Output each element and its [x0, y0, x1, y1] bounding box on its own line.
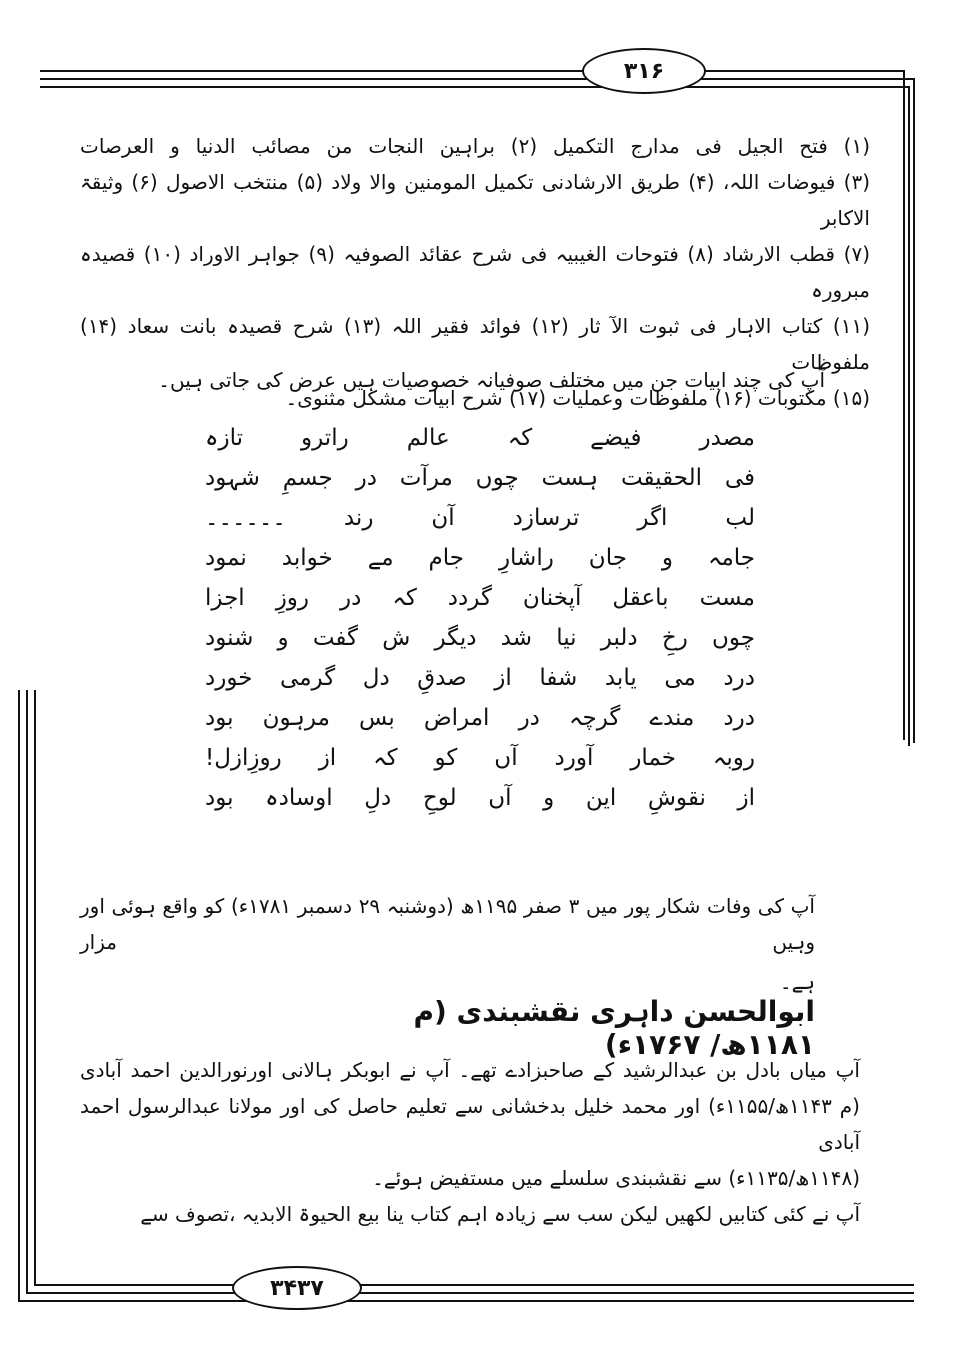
bio-paragraph [80, 1052, 860, 1232]
border-bottom-line-3 [18, 1300, 914, 1302]
verse-line: روبہ خمار آورد آں کو کہ از روزِازل! [205, 745, 755, 771]
verse-line: از نقوشِ این و آں لوحِ دلِ اوسادہ بود [205, 785, 755, 811]
verse-line: درد مندے گرچہ در امراض بس مرہون بود [205, 705, 755, 731]
death-paragraph [80, 888, 815, 1000]
border-right-line-3 [908, 86, 910, 746]
border-top-line-2 [40, 78, 915, 80]
border-bottom-line-2 [26, 1292, 914, 1294]
border-bottom-line-1 [34, 1284, 914, 1286]
book-list-line: (۳) فیوضات اللہ، (۴) طریق الارشادنی تکمیل المومنین والا ولاد (۵) منتخب الاصول (۶) وثیقۃ الاکابر [80, 170, 870, 230]
book-list-line: (۱۵) مکتوبات (۱۶) ملفوظات وعملیات (۱۷) شرح ابیات مشکل مثنوی۔ [285, 386, 870, 410]
death-paragraph-end: ہے۔ [779, 970, 815, 994]
page-number-bottom: ۳۴۳۷ [232, 1266, 362, 1310]
bio-line: آپ میاں بادل بن عبدالرشید کے صاحبزادے تھے۔ آپ نے ابوبکر ہالانی اورنورالدین احمد آبادی [80, 1058, 860, 1082]
border-top-line-1 [40, 70, 905, 72]
section-heading: ابوالحسن داہری نقشبندی (م ۱۱۸۱ھ/ ۱۷۶۷ء) [413, 995, 815, 1061]
border-left-line-3 [34, 690, 36, 1284]
bio-line: (۱۱۴۸ھ/۱۱۳۵ء) سے نقشبندی سلسلے میں مستفیض ہوئے۔ [372, 1166, 860, 1190]
border-left-line-1 [18, 690, 20, 1300]
page-number-top: ۳۱۶ [582, 48, 706, 94]
border-right-line-2 [913, 78, 915, 743]
bio-line: آپ نے کئی کتابیں لکھیں لیکن سب سے زیادہ اہم کتاب ینا بیع الحیوۃ الابدیہ ،تصوف سے [140, 1202, 860, 1226]
border-right-line-1 [903, 70, 905, 740]
verse-line: فی الحقیقت ہست چوں مرآت در جسمِ شہود [205, 465, 755, 491]
border-top-line-3 [40, 86, 910, 88]
intro-text: آپ کی چند ابیات جن میں مختلف صوفیانہ خصوصیات ہیں عرض کی جاتی ہیں۔ [158, 368, 825, 392]
verse-line: چوں رخِ دلبر نیا شد دیگر ش گفت و شنود [205, 625, 755, 651]
book-list-line: (۱۱) کتاب الاہار فی ثبوت الآ ثار (۱۲) فوائد فقیر اللہ (۱۳) شرح قصیدہ بانت سعاد (۱۴) ملفوظات [80, 314, 870, 374]
verse-line: مست باعقل آپخنان گردد کہ در روزِ اجزا [205, 585, 755, 611]
book-list-line: (۷) قطب الارشاد (۸) فتوحات الغیبیہ فی شرح عقائد الصوفیہ (۹) جواہر الاوراد (۱۰) قصیدہ مبرورہ [80, 242, 870, 302]
verse-line: مصدر فیضے کہ عالم راترو تازہ [205, 425, 755, 451]
border-left-line-2 [26, 690, 28, 1292]
verse-block [205, 418, 755, 818]
bio-line: (م ۱۱۴۳ھ/۱۱۵۵ء) اور محمد خلیل بدخشانی سے تعلیم حاصل کی اور مولانا عبدالرسول احمد آبادی [80, 1094, 860, 1154]
verse-line: لب اگر ترسازد آن رند ۔۔۔۔۔۔ [205, 505, 755, 531]
verse-line: درد می یابد شفا از صدقِ دل گرمی خورد [205, 665, 755, 691]
book-list-line: (۱) فتح الجیل فی مدارج التکمیل (۲) براہین النجات من مصائب الدنیا و العرصات [80, 134, 870, 158]
verse-line: جامہ و جان راشارِ جام مے خوابد نمود [205, 545, 755, 571]
death-paragraph-line: آپ کی وفات شکار پور میں ۳ صفر ۱۱۹۵ھ (دوشنبہ ۲۹ دسمبر ۱۷۸۱ء) کو واقع ہوئی اور وہیں مزار [80, 894, 815, 954]
